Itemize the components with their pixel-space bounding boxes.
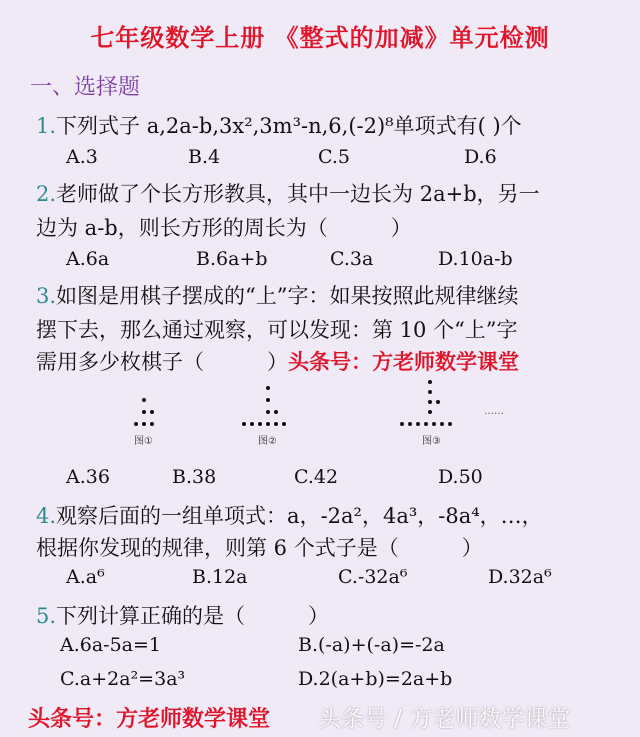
question-2-line-1 bbox=[36, 178, 540, 208]
question-1 bbox=[36, 110, 522, 140]
q5-option-c: C.a+2a²=3a³ bbox=[60, 668, 186, 690]
question-text: 需用多少枚棋子（ ） bbox=[36, 350, 288, 374]
q4-option-a: A.a⁶ bbox=[66, 566, 105, 588]
q5-option-b: B.(-a)+(-a)=-2a bbox=[298, 634, 445, 656]
q1-option-d: D.6 bbox=[464, 146, 497, 168]
figure-caption: 图③ bbox=[422, 436, 441, 447]
q2-option-c: C.3a bbox=[330, 248, 374, 270]
q4-option-b: B.12a bbox=[192, 566, 248, 588]
question-text: 下列式子 a,2a-b,3x²,3m³-n,6,(-2)⁸单项式有( )个 bbox=[56, 114, 522, 138]
footer-source-tag: 头条号：方老师数学课堂 bbox=[28, 706, 271, 732]
question-number: 4. bbox=[36, 504, 57, 528]
question-number: 2. bbox=[36, 182, 57, 206]
figure-2 bbox=[242, 386, 286, 447]
figure-caption: 图② bbox=[258, 436, 277, 447]
question-text: 观察后面的一组单项式：a，-2a²，4a³，-8a⁴，…， bbox=[56, 504, 543, 528]
continuation-ellipsis: …… bbox=[484, 406, 504, 417]
question-number: 1. bbox=[36, 114, 57, 138]
q1-option-c: C.5 bbox=[318, 146, 350, 168]
q3-option-b: B.38 bbox=[172, 466, 217, 488]
watermark: 头条号 / 方老师数学课堂 bbox=[318, 706, 571, 732]
q3-option-d: D.50 bbox=[438, 466, 483, 488]
q4-option-c: C.-32a⁶ bbox=[338, 566, 408, 588]
q5-option-d: D.2(a+b)=2a+b bbox=[298, 668, 453, 690]
question-text: 老师做了个长方形教具，其中一边长为 2a+b，另一 bbox=[56, 182, 540, 206]
question-3-line-1 bbox=[36, 280, 519, 310]
q3-option-c: C.42 bbox=[294, 466, 339, 488]
question-number: 3. bbox=[36, 284, 57, 308]
section-heading: 一、选择题 bbox=[30, 75, 141, 100]
question-2-line-2: 边为 a-b，则长方形的周长为（ ） bbox=[36, 216, 412, 240]
question-4-line-1 bbox=[36, 500, 543, 530]
question-text: 如图是用棋子摆成的“上”字：如果按照此规律继续 bbox=[56, 284, 519, 308]
figure-1 bbox=[134, 398, 154, 447]
q4-option-d: D.32a⁶ bbox=[488, 566, 552, 588]
question-4-line-2: 根据你发现的规律，则第 6 个式子是（ ） bbox=[36, 536, 483, 560]
figure-caption: 图① bbox=[134, 436, 153, 447]
question-number: 5. bbox=[36, 604, 57, 628]
page-title: 七年级数学上册 《整式的加减》单元检测 bbox=[90, 23, 550, 52]
q1-option-a: A.3 bbox=[66, 146, 98, 168]
figure-3 bbox=[400, 380, 452, 447]
source-tag: 头条号：方老师数学课堂 bbox=[288, 349, 519, 374]
q5-option-a: A.6a-5a=1 bbox=[60, 634, 162, 656]
chess-figures bbox=[100, 378, 540, 458]
question-3-line-3 bbox=[36, 346, 519, 376]
question-text: 下列计算正确的是（ ） bbox=[56, 604, 330, 628]
q1-option-b: B.4 bbox=[188, 146, 221, 168]
question-3-line-2: 摆下去，那么通过观察，可以发现：第 10 个“上”字 bbox=[36, 318, 518, 342]
q2-option-d: D.10a-b bbox=[438, 248, 513, 270]
q2-option-a: A.6a bbox=[66, 248, 110, 270]
q3-option-a: A.36 bbox=[66, 466, 110, 488]
question-5 bbox=[36, 600, 329, 630]
q2-option-b: B.6a+b bbox=[196, 248, 268, 270]
